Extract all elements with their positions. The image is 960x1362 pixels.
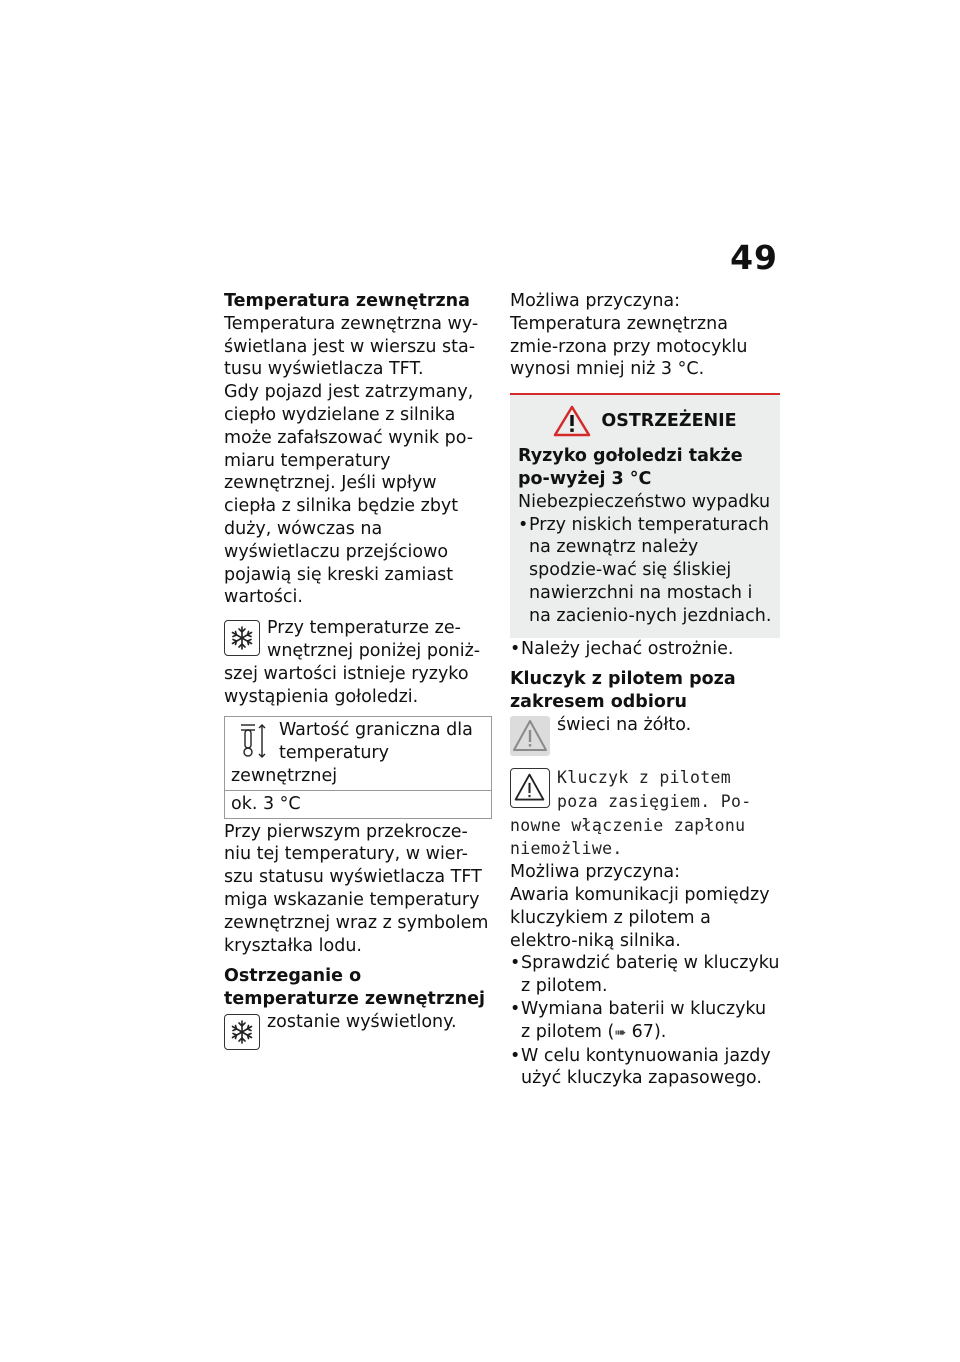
possible-cause-text: Temperatura zewnętrzna zmie-rzona przy motocyklu wynosi mniej niż 3 °C. xyxy=(510,313,748,380)
snowflake-icon xyxy=(224,620,260,656)
warning-bullet-list xyxy=(518,514,772,628)
warning-triangle-icon xyxy=(510,768,550,808)
action-bullet-check-battery: • Sprawdzić baterię w kluczyku z pilotem. xyxy=(510,952,780,998)
warning-header xyxy=(518,405,772,437)
heading-temperature-warning: Ostrzeganie o temperaturze zewnętrznej xyxy=(224,966,485,1010)
warning-subtitle: Niebezpieczeństwo wypadku xyxy=(518,491,771,512)
limit-value-cell: ok. 3 °C xyxy=(225,790,492,818)
paragraph-engine-heat: Gdy pojazd jest zatrzymany, ciepło wydzielane z silnika może zafałszować wynik po-miaru temperatury zewnętrznej. Jeśli wpływ ciepła z silnika będzie zbyt duży, wówczas na wyświetlaczu przejściowo pojawią się kreski zamiast wartości. xyxy=(224,382,474,608)
warning-bullet: • Przy niskich temperaturach na zewnątrz należy spodzie-wać się śliskiej nawierzchni na mostach i na zacienio-nych jezdniach. xyxy=(518,514,772,628)
action-bullet-spare-key: • W celu kontynuowania jazdy użyć kluczyka zapasowego. xyxy=(510,1045,780,1091)
warning-triangle-icon xyxy=(510,716,550,756)
arrow-right-icon: ➠ xyxy=(614,1024,627,1041)
caution-bullet-list xyxy=(510,638,780,661)
ice-risk-text: Przy temperaturze ze-wnętrznej poniżej poniż-szej wartości istnieje ryzyko wystąpienia gołoledzi. xyxy=(224,618,481,707)
yellow-light-text: świeci na żółto. xyxy=(557,714,692,735)
possible-cause-label: Możliwa przyczyna: xyxy=(510,291,681,311)
warning-heading: Ryzyko gołoledzi także po-wyżej 3 °C xyxy=(518,446,743,489)
snowflake-icon xyxy=(224,1014,260,1050)
warning-triangle-icon xyxy=(553,405,591,437)
drive-carefully-bullet: • Należy jechać ostrożnie. xyxy=(510,638,780,661)
action-bullet-list xyxy=(510,952,780,1090)
display-message xyxy=(510,766,780,861)
page-number: 49 xyxy=(730,238,778,277)
ice-risk-note xyxy=(224,617,494,708)
thermometer-icon xyxy=(235,721,271,761)
paragraph-display-info: Temperatura zewnętrzna wy-świetlana jest w wierszu sta-tusu wyświetlacza TFT. xyxy=(224,313,479,380)
action-bullet-replace-battery xyxy=(510,998,780,1045)
page-reference-link[interactable]: 67). xyxy=(631,1021,667,1042)
yellow-light-note xyxy=(510,714,780,758)
snowflake-displayed-note xyxy=(224,1011,494,1034)
limit-value-label: Wartość graniczna dla temperatury zewnętrznej xyxy=(231,720,473,786)
limit-value-table xyxy=(224,716,492,818)
right-column xyxy=(510,290,780,1090)
warning-title: OSTRZEŻENIE xyxy=(601,410,737,431)
replace-battery-text: Wymiana baterii w kluczyku z pilotem ( xyxy=(521,998,767,1042)
possible-cause-text-2: Awaria komunikacji pomiędzy kluczykiem z pilotem a elektro-niką silnika. xyxy=(510,884,770,951)
limit-value-label-cell xyxy=(225,717,492,790)
paragraph-first-exceed: Przy pierwszym przekrocze-niu tej temperatury, w wier-szu statusu wyświetlacza TFT miga wskazanie temperatury zewnętrznej wraz z symbolem kryształka lodu. xyxy=(224,821,489,956)
possible-cause-label-2: Możliwa przyczyna: xyxy=(510,862,681,883)
heading-outside-temperature: Temperatura zewnętrzna xyxy=(224,291,470,311)
heading-key-out-of-range: Kluczyk z pilotem poza zakresem odbioru xyxy=(510,669,736,713)
warning-panel xyxy=(510,393,780,637)
snowflake-displayed-text: zostanie wyświetlony. xyxy=(267,1011,457,1032)
left-column xyxy=(224,290,494,1052)
display-message-text: Kluczyk z pilotem poza zasięgiem. Po-nowne włączenie zapłonu niemożliwe. xyxy=(510,767,752,859)
